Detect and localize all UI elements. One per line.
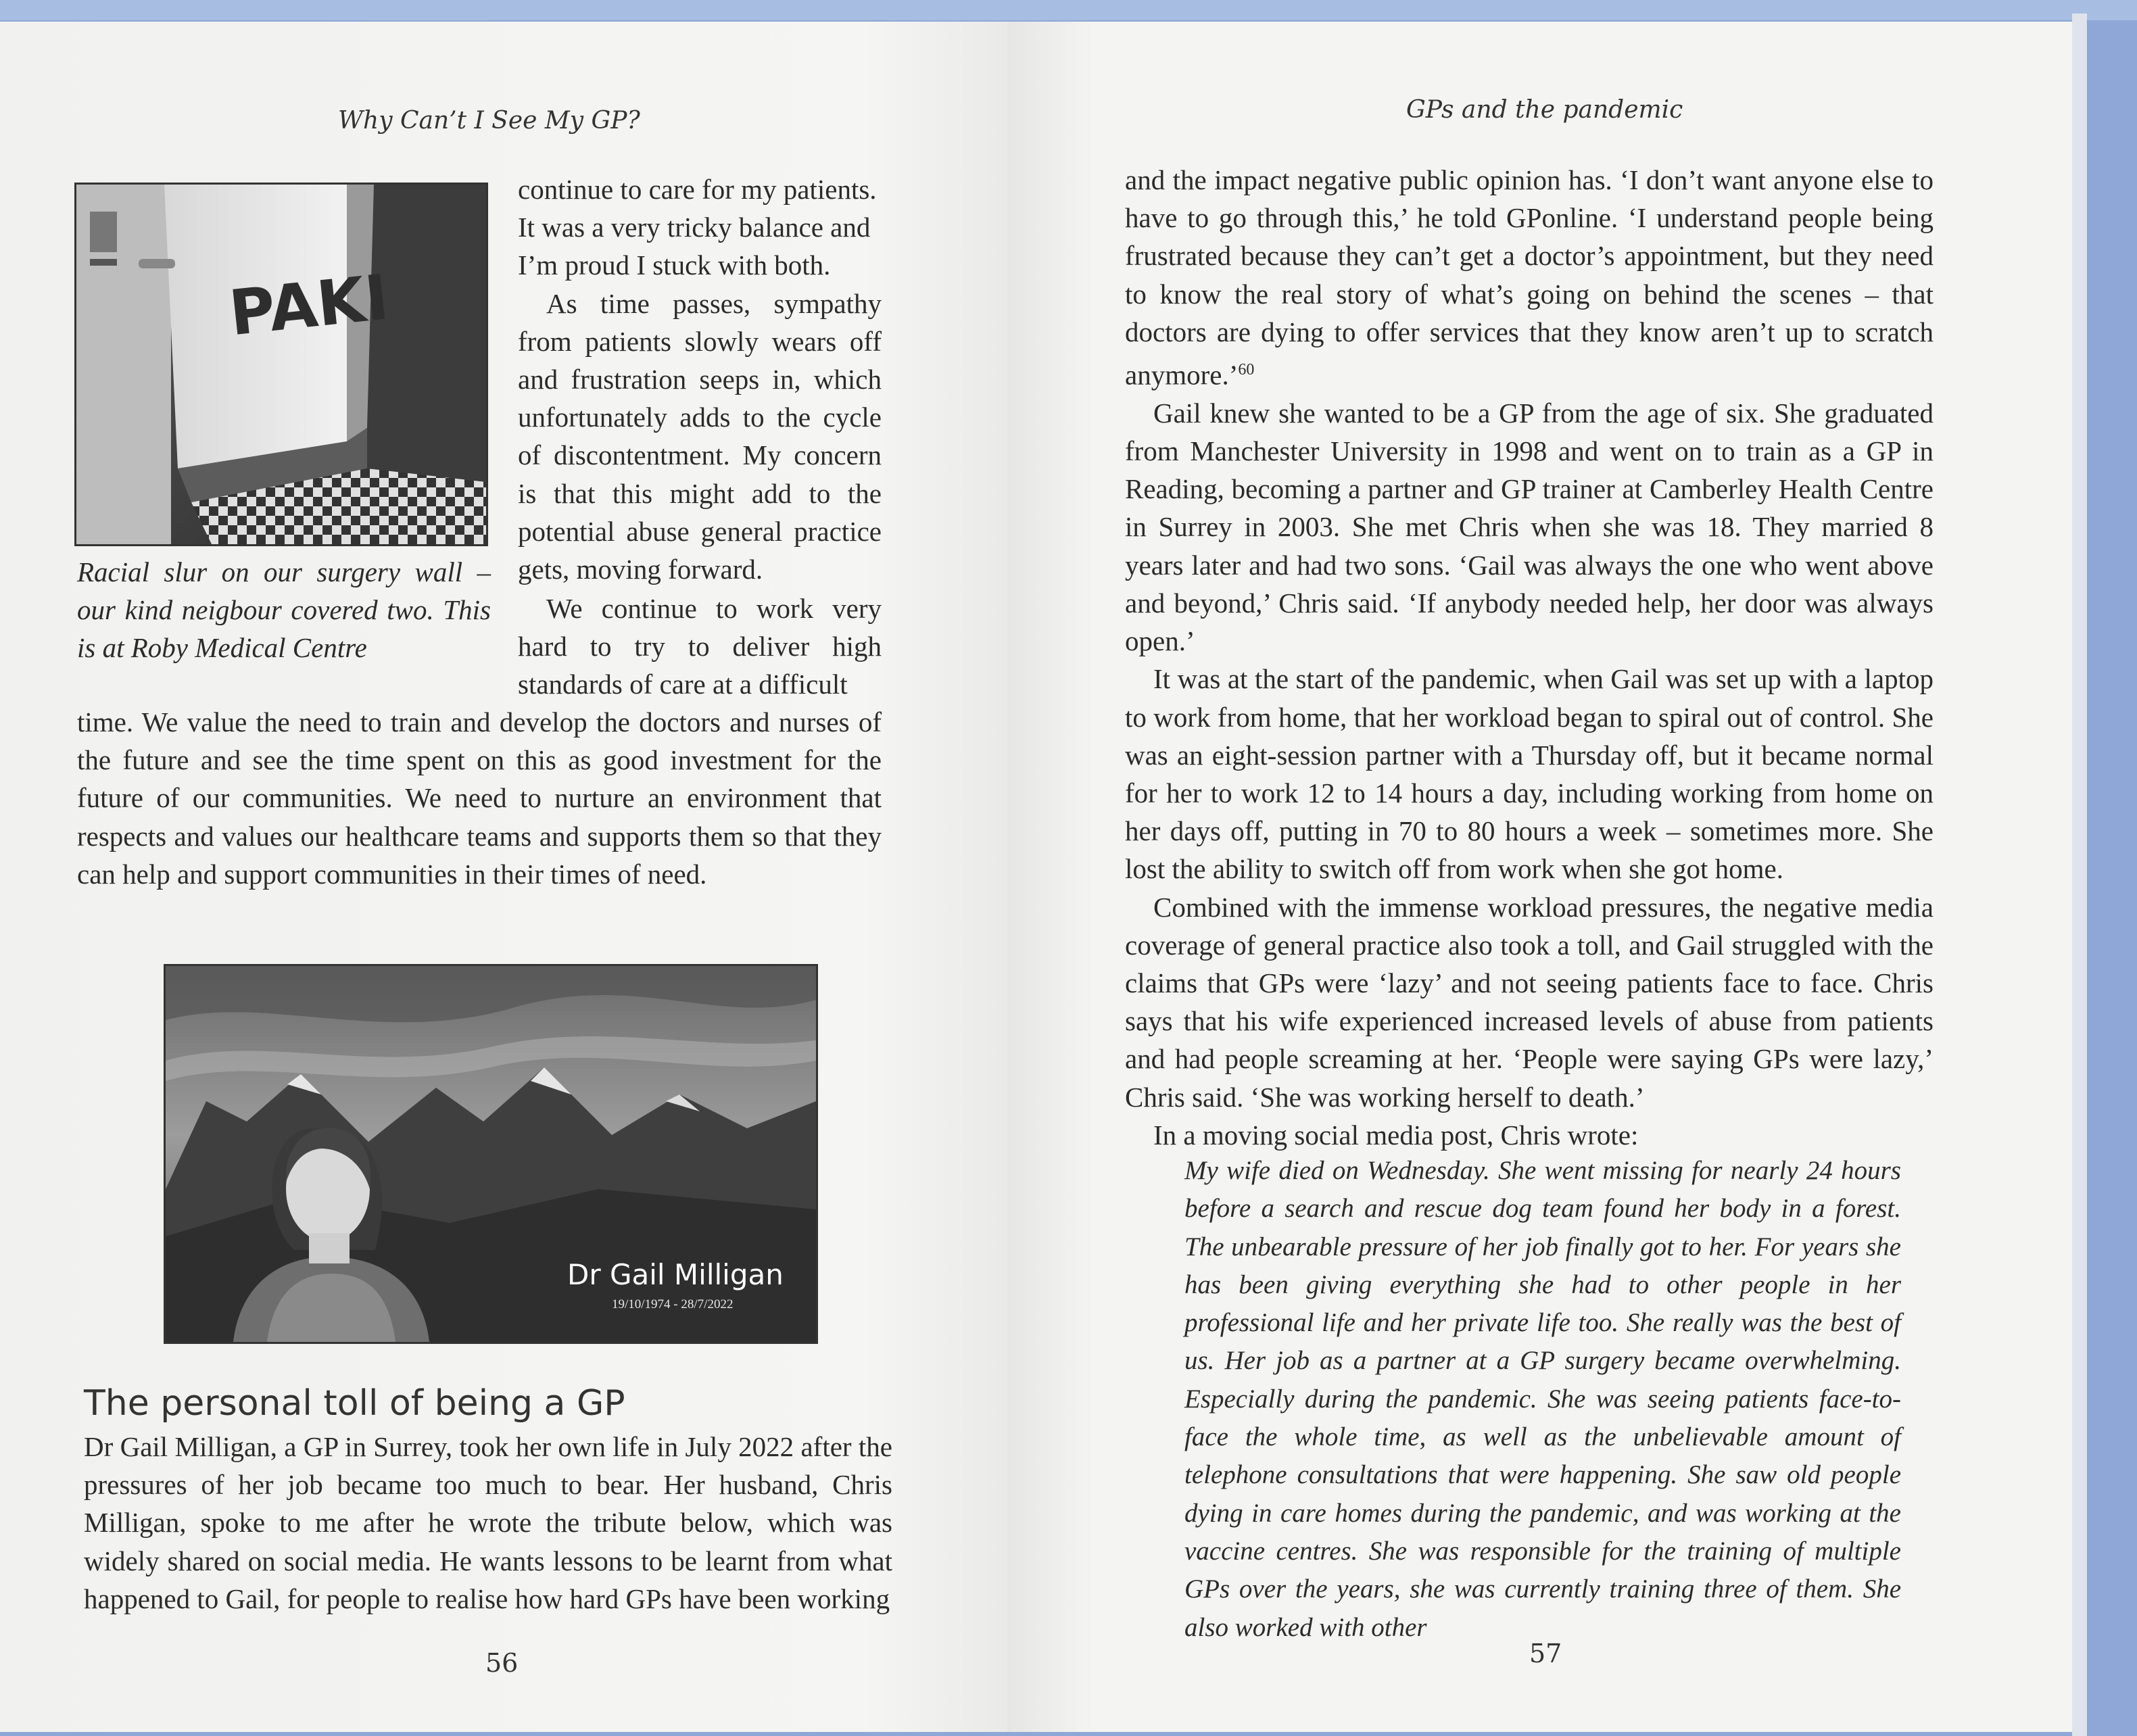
paragraph: Combined with the immense workload pressures, the negative media coverage of general practice also took a toll, and Gail struggled with the claims that GPs were ‘lazy’ and not seeing patients face to face. Chris says that his wife experienced increased levels of abuse from patients and had people screaming at her. ‘People were saying GPs were lazy,’ Chris said. ‘She was working herself to death.’ bbox=[1125, 891, 1934, 1113]
paragraph bbox=[1125, 161, 1934, 394]
wrap-text-block bbox=[518, 170, 882, 588]
full-width-text bbox=[77, 703, 882, 893]
running-head-right: GPs and the pandemic bbox=[1406, 96, 1683, 124]
page-number-left: 56 bbox=[485, 1648, 519, 1678]
paragraph: It was at the start of the pandemic, when Gail was set up with a laptop to work from home, that her workload began to spiral out of control. She was an eight-session partner with a Thursday off, but it became normal for her to work 12 to 14 hours a day, including working from home on her days off, putting in 70 to 80 hours a week – sometimes more. She lost the ability to switch off from work when she got home. bbox=[1125, 663, 1934, 885]
wrap-line: It was a very tricky balance and bbox=[518, 212, 871, 243]
footnote-ref: 60 bbox=[1238, 361, 1255, 379]
paragraph: As time passes, sympathy from patients slowly wears off and frustration seeps in, which unfortunately adds to the cycle of discontentment. My concern is that this might add to the potential abuse general practice gets, moving forward. bbox=[518, 287, 882, 585]
graffiti-photo bbox=[74, 183, 488, 546]
section-text bbox=[84, 1428, 892, 1618]
portrait-dates: 19/10/1974 - 28/7/2022 bbox=[612, 1297, 734, 1311]
tribute-quote: My wife died on Wednesday. She went missing for nearly 24 hours before a search and rescue dog team found her body in a forest. The unbearable pressure of her job finally got to her. For years she has been giving everything she had to other people in her professional life and her private life too. She really was the best of us. Her job as a partner at a GP surgery became overwhelming. Especially during the pandemic. She was seeing patients face-to-face the whole time, as well as the unbelievable amount of telephone consultations that were happening. She saw old people dying in care homes during the pandemic, and was working at the vaccine centres. She was responsible for the training of multiple GPs over the years, she was currently training three of them. She also worked with other bbox=[1184, 1156, 1901, 1642]
paragraph-text: and the impact negative public opinion has. ‘I don’t want anyone else to have to go through this,’ he told GPonline. ‘I understand people being frustrated because they can’t get a doctor’s appointment, but they need to know the real story of what’s going on behind the scenes – that doctors are dying to offer services that they know aren’t up to scratch anymore.’ bbox=[1125, 164, 1934, 391]
portrait-name: Dr Gail Milligan bbox=[567, 1258, 784, 1291]
paragraph: In a moving social media post, Chris wrote: bbox=[1153, 1119, 1639, 1151]
running-head-left: Why Can’t I See My GP? bbox=[338, 107, 640, 135]
wrap-text-block-2 bbox=[518, 589, 882, 704]
section-heading: The personal toll of being a GP bbox=[84, 1383, 625, 1424]
page-edge bbox=[2072, 14, 2087, 1736]
paragraph: Dr Gail Milligan, a GP in Surrey, took her own life in July 2022 after the pressures of her job became too much to bear. Her husband, Chris Milligan, spoke to me after he wrote the tribute below, which was widely shared on social media. He wants lessons to be learnt from what happened to Gail, for people to realise how hard GPs have been working bbox=[84, 1431, 892, 1614]
graffiti-text: PAKI bbox=[226, 261, 392, 350]
photo-caption: Racial slur on our surgery wall – our kind neigbour covered two. This is at Roby Medical Centre bbox=[77, 556, 491, 663]
right-body-text bbox=[1125, 161, 1934, 1154]
page-number-right: 57 bbox=[1529, 1639, 1562, 1668]
graffiti-photo-icon bbox=[76, 185, 486, 544]
paragraph: time. We value the need to train and develop the doctors and nurses of the future and see the time spent on this as good investment for the future of our communities. We need to nurture an environment that respects and values our healthcare teams and supports them so that they can help and support communities in their times of need. bbox=[77, 706, 882, 890]
wrap-line: continue to care for my patients. bbox=[518, 174, 877, 205]
paragraph: We continue to work very hard to try to deliver high standards of care at a difficult bbox=[518, 593, 882, 700]
scanner-background bbox=[0, 0, 2137, 20]
wrap-line: I’m proud I stuck with both. bbox=[518, 249, 831, 281]
portrait-photo bbox=[164, 964, 818, 1344]
paragraph: Gail knew she wanted to be a GP from the age of six. She graduated from Manchester University in 1998 and went on to train as a GP in Reading, becoming a partner and GP trainer at Camberley Health Centre in Surrey in 2003. She met Chris when she was 18. They married 8 years later and had two sons. ‘Gail was always the one who went above and beyond,’ Chris said. ‘If anybody needed help, her door was always open.’ bbox=[1125, 397, 1934, 657]
